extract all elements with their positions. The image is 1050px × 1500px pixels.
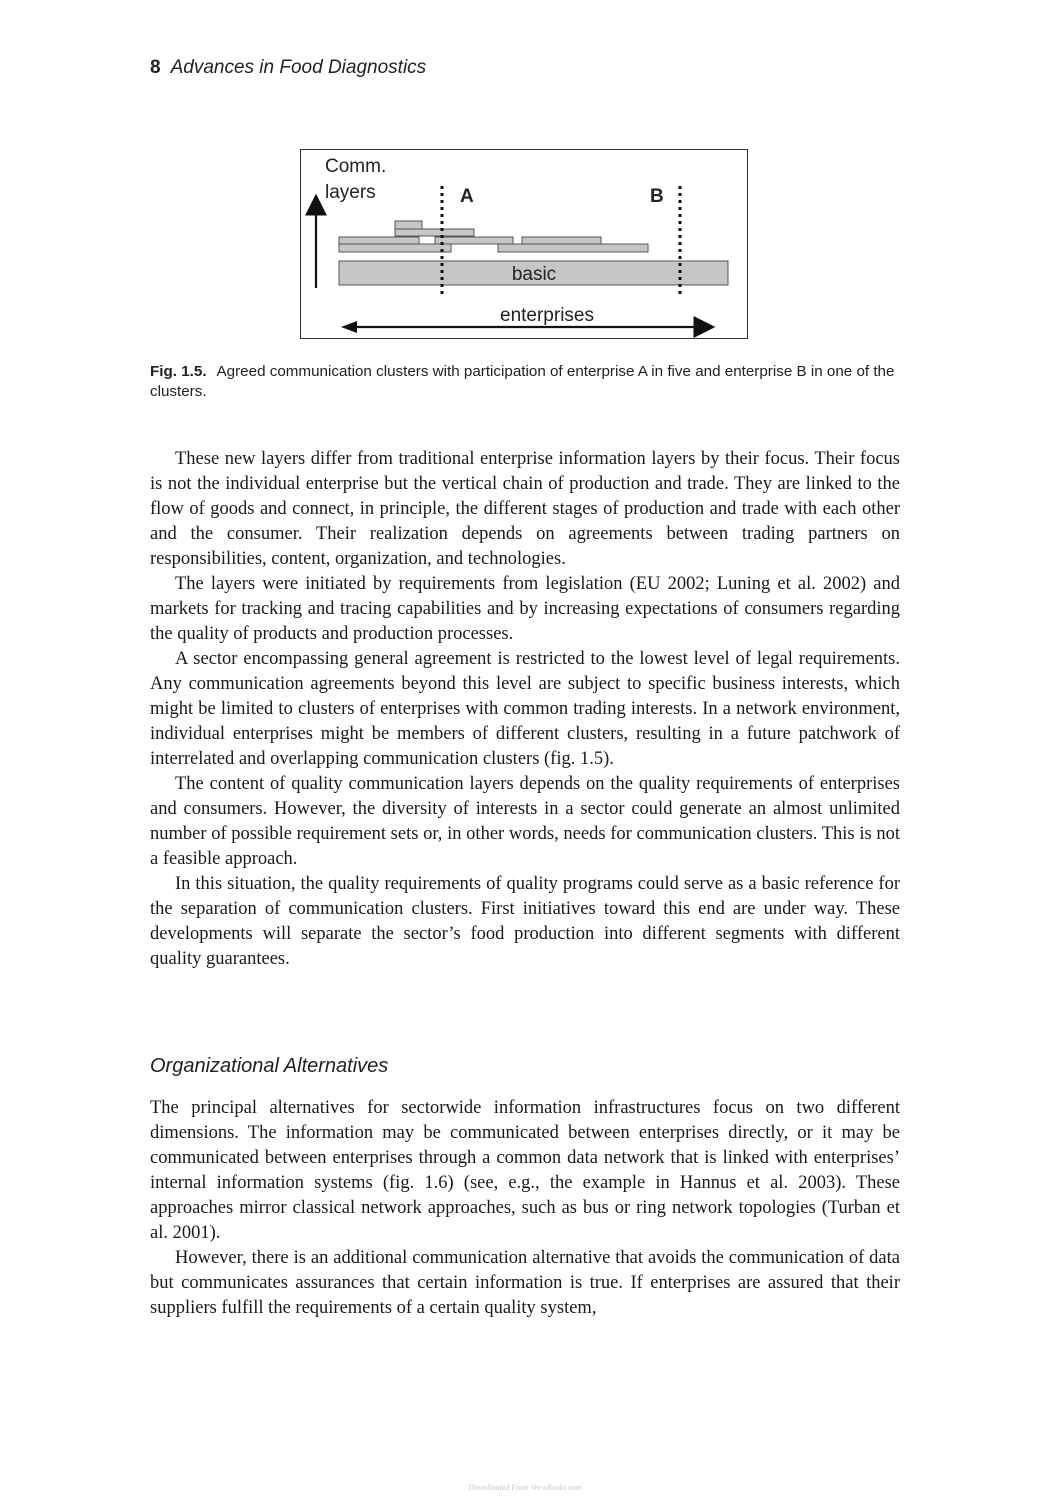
paragraph: However, there is an additional communication alternative that avoids the communication of data but communicates assurances that certain information is true. If enterprises are assured that their suppliers fulfill the requirements of a certain quality system, — [150, 1248, 900, 1318]
x-axis-label: enterprises — [500, 305, 594, 326]
body-text-section-1 — [150, 447, 900, 972]
figure-1-5 — [300, 149, 748, 339]
body-text-section-2 — [150, 1096, 900, 1321]
paragraph: The content of quality communication layers depends on the quality requirements of enterprises and consumers. However, the diversity of interests in a sector could generate an almost unlimited number of possible requirement sets or, in other words, needs for communication clusters. This is not a feasible approach. — [150, 774, 900, 869]
paragraph: These new layers differ from traditional enterprise information layers by their focus. Their focus is not the individual enterprise but the vertical chain of production and trade. They are linked to the flow of goods and connect, in principle, the different stages of production and trade with each other and the consumer. Their realization depends on agreements between trading partners on responsibilities, content, organization, and technologies. — [150, 449, 900, 569]
x-axis-arrowhead-left — [341, 321, 357, 333]
cluster-bar — [339, 237, 419, 244]
marker-a: A — [460, 186, 474, 207]
paragraph: The principal alternatives for sectorwide information infrastructures focus on two different dimensions. The information may be communicated between enterprises directly, or it may be communicated between enterprises through a common data network that is linked with enterprises’ internal information systems (fig. 1.6) (see, e.g., the example in Hannus et al. 2003). These approaches mirror classical network approaches, such as bus or ring network topologies (Turban et al. 2001). — [150, 1098, 900, 1243]
paragraph: A sector encompassing general agreement is restricted to the lowest level of legal requirements. Any communication agreements beyond this level are subject to specific business interests, which might be limited to clusters of enterprises with common trading interests. In a network environment, individual enterprises might be members of different clusters, resulting in a future patchwork of interrelated and overlapping communication clusters (fig. 1.5). — [150, 649, 900, 769]
marker-b: B — [650, 186, 664, 207]
caption-text: Agreed communication clusters with participation of enterprise A in five and enterprise B in one of the clusters. — [150, 363, 895, 400]
caption-number: Fig. 1.5. — [150, 363, 207, 380]
paragraph: In this situation, the quality requirements of quality programs could serve as a basic reference for the separation of communication clusters. First initiatives toward this end are under way. These developments will separate the sector’s food production into different segments with different quality guarantees. — [150, 874, 900, 969]
paragraph: The layers were initiated by requirements from legislation (EU 2002; Luning et al. 2002) and markets for tracking and tracing capabilities and by increasing expectations of consumers regarding the quality of products and production processes. — [150, 574, 900, 644]
page-number: 8 — [150, 57, 161, 78]
cluster-bar — [498, 244, 648, 252]
cluster-bar — [522, 237, 601, 244]
cluster-diagram — [301, 150, 749, 340]
book-title: Advances in Food Diagnostics — [170, 57, 427, 78]
running-head — [150, 57, 426, 79]
cluster-bar — [339, 244, 451, 252]
download-watermark: Downloaded From Vet-eBooks.com — [468, 1483, 582, 1492]
cluster-bar — [395, 229, 474, 236]
figure-caption — [150, 362, 902, 402]
basic-label: basic — [511, 264, 557, 285]
section-heading: Organizational Alternatives — [150, 1055, 389, 1077]
cluster-bar — [435, 237, 513, 244]
y-axis-label-2: layers — [325, 182, 376, 203]
y-axis-label-1: Comm. — [325, 156, 387, 177]
